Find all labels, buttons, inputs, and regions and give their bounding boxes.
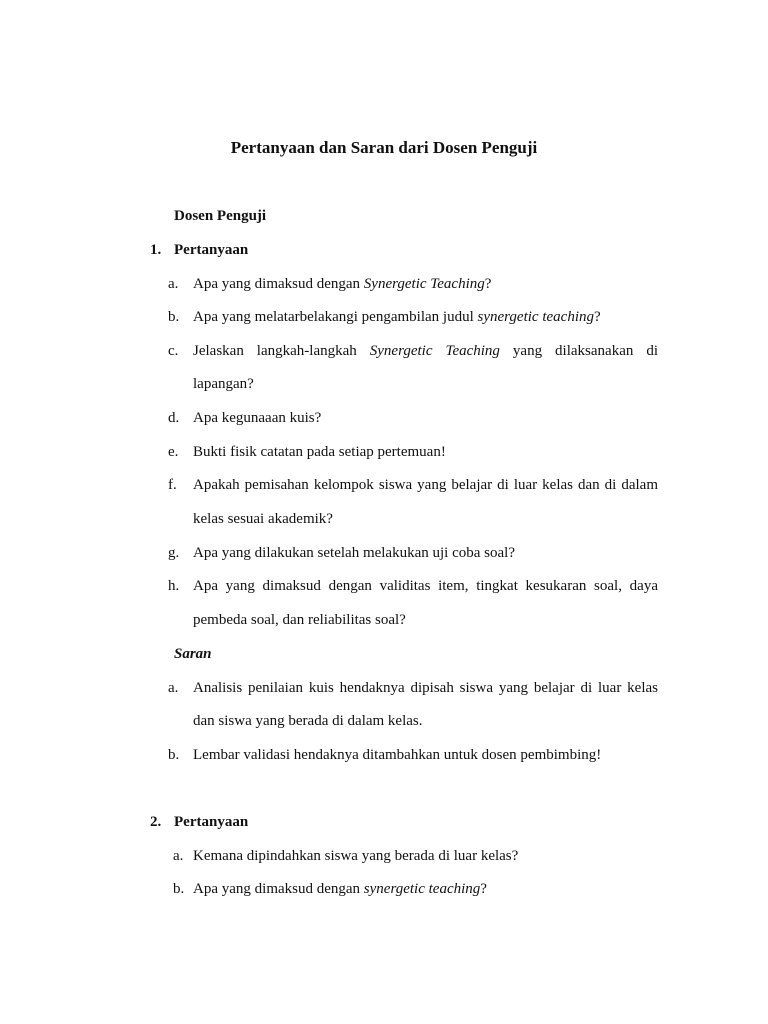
list-item: Apa yang melatarbelakangi pengambilan judul synergetic teaching? xyxy=(193,309,601,325)
list-item-label: a. xyxy=(168,276,179,292)
saran-heading: Saran xyxy=(174,646,212,662)
list-item: Apa yang dimaksud dengan validitas item, tingkat kesukaran soal, daya xyxy=(193,578,658,594)
list-item: Apa kegunaaan kuis? xyxy=(193,410,322,426)
list-item-continuation: lapangan? xyxy=(193,376,254,392)
list-item-label: f. xyxy=(168,477,177,493)
list-item-label: b. xyxy=(173,881,185,897)
list-item-label: h. xyxy=(168,578,180,594)
list-item-continuation: kelas sesuai akademik? xyxy=(193,511,333,527)
list-item: Apa yang dimaksud dengan Synergetic Teaching? xyxy=(193,276,492,292)
section1-heading: Pertanyaan xyxy=(174,242,249,258)
list-item: Bukti fisik catatan pada setiap pertemuan! xyxy=(193,444,446,460)
examiner-heading: Dosen Penguji xyxy=(174,208,267,224)
list-item: Jelaskan langkah-langkah Synergetic Teaching yang dilaksanakan di xyxy=(193,343,659,359)
section2-heading: Pertanyaan xyxy=(174,814,249,830)
list-item-label: c. xyxy=(168,343,179,359)
list-item-continuation: pembeda soal, dan reliabilitas soal? xyxy=(193,612,406,628)
list-item-label: b. xyxy=(168,309,180,325)
list-item-label: e. xyxy=(168,444,179,460)
list-item: Apa yang dimaksud dengan synergetic teaching? xyxy=(193,881,487,897)
list-item: Apa yang dilakukan setelah melakukan uji coba soal? xyxy=(193,545,515,561)
section2-number: 2. xyxy=(150,814,162,830)
list-item: Kemana dipindahkan siswa yang berada di luar kelas? xyxy=(193,848,519,864)
list-item-label: g. xyxy=(168,545,180,561)
list-item: Analisis penilaian kuis hendaknya dipisah siswa yang belajar di luar kelas xyxy=(193,680,658,696)
list-item: Lembar validasi hendaknya ditambahkan untuk dosen pembimbing! xyxy=(193,747,602,763)
list-item-label: b. xyxy=(168,747,180,763)
list-item-label: a. xyxy=(168,680,179,696)
section1-number: 1. xyxy=(150,242,162,258)
list-item-label: d. xyxy=(168,410,180,426)
list-item: Apakah pemisahan kelompok siswa yang belajar di luar kelas dan di dalam xyxy=(193,477,658,493)
document-title: Pertanyaan dan Saran dari Dosen Penguji xyxy=(230,138,538,157)
list-item-label: a. xyxy=(173,848,184,864)
list-item-continuation: dan siswa yang berada di dalam kelas. xyxy=(193,713,423,729)
